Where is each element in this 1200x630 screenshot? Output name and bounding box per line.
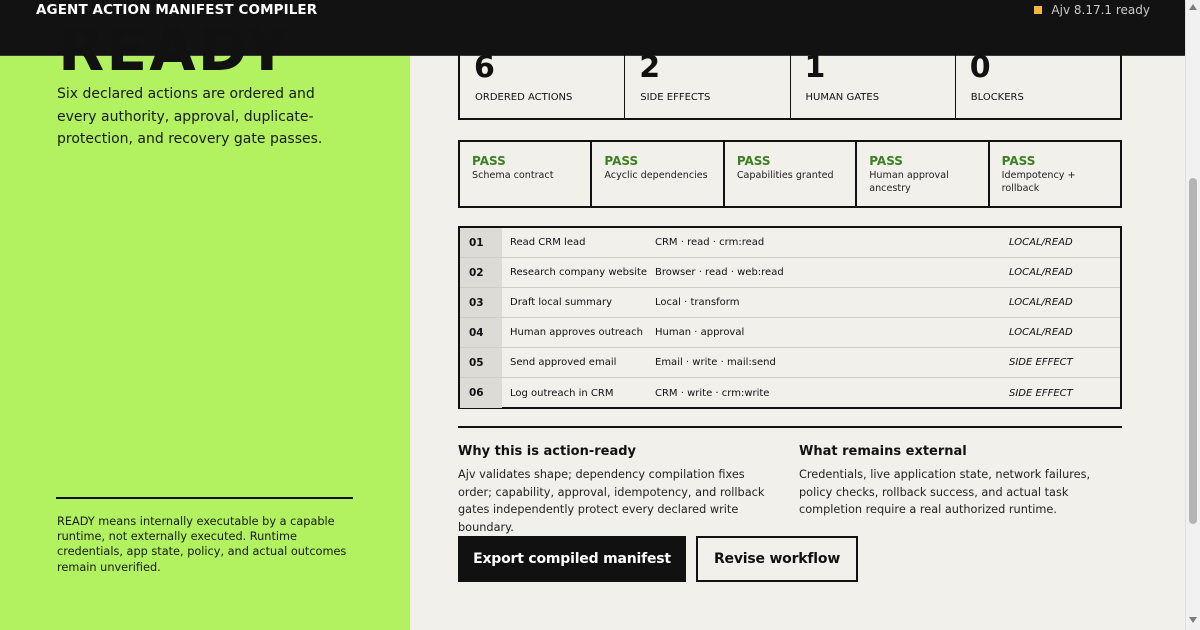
action-class: SIDE EFFECT [1009, 357, 1073, 368]
metric-value: 6 [474, 50, 495, 85]
metric-label: SIDE EFFECTS [640, 92, 711, 103]
action-name: Human approves outreach [510, 327, 643, 338]
check-status: PASS [604, 154, 639, 168]
check-capabilities-granted [725, 142, 857, 206]
scroll-down-arrow-icon[interactable] [1189, 617, 1197, 623]
action-capability: Email · write · mail:send [655, 357, 776, 368]
why-ready-title: Why this is action-ready [458, 444, 637, 459]
check-label: Human approval ancestry [869, 170, 949, 194]
action-number: 05 [460, 348, 502, 377]
action-number: 04 [460, 318, 502, 347]
check-status: PASS [1001, 154, 1036, 168]
check-status: PASS [472, 154, 506, 168]
metric-value: 2 [639, 50, 661, 85]
action-class: LOCAL/READ [1009, 237, 1073, 248]
gate-checks [458, 140, 1122, 208]
verdict-summary: Six declared actions are ordered and every authority, approval, duplicate-protection, and recovery gate passes. [57, 86, 323, 147]
action-name: Research company website [510, 267, 648, 278]
action-capability: CRM · read · crm:read [655, 237, 765, 248]
metric-label: BLOCKERS [970, 92, 1024, 103]
check-human-approval-ancestry [857, 142, 989, 206]
app-title: AGENT ACTION MANIFEST COMPILER [36, 2, 318, 18]
check-label: Acyclic dependencies [604, 170, 708, 181]
revise-workflow-button[interactable]: Revise workflow [696, 536, 858, 582]
action-name: Send approved email [510, 357, 617, 368]
verdict-heading: READY [58, 15, 291, 85]
action-table [458, 226, 1122, 409]
action-number: 01 [460, 228, 502, 257]
why-ready-body: Ajv validates shape; dependency compilation fixes order; capability, approval, idempotency, and rollback gates independently protect every declared write boundary. [458, 468, 765, 534]
export-manifest-button[interactable]: Export compiled manifest [458, 536, 686, 582]
metric-ordered-actions [460, 50, 625, 118]
scrollbar-thumb[interactable] [1189, 178, 1197, 524]
check-schema-contract [460, 142, 592, 206]
table-row[interactable] [460, 318, 1120, 348]
table-row[interactable] [460, 228, 1120, 258]
action-number: 02 [460, 258, 502, 287]
action-name: Draft local summary [510, 297, 613, 308]
vertical-scrollbar[interactable] [1185, 0, 1200, 630]
check-status: PASS [869, 154, 903, 168]
metric-value: 0 [969, 50, 991, 85]
check-label: Capabilities granted [736, 170, 834, 181]
check-label: Schema contract [472, 170, 554, 181]
metric-value: 1 [804, 50, 826, 85]
action-number: 03 [460, 288, 502, 317]
metric-human-gates [791, 50, 956, 118]
check-status: PASS [736, 154, 771, 168]
section-divider [458, 426, 1122, 428]
table-row[interactable] [460, 288, 1120, 318]
action-name: Read CRM lead [510, 237, 586, 248]
remains-external-body: Credentials, live application state, network failures, policy checks, rollback success, and actual task completion require a real authorized runtime. [799, 468, 1091, 517]
check-idempotency-rollback [990, 142, 1120, 206]
table-row[interactable] [460, 378, 1120, 408]
action-class: SIDE EFFECT [1009, 387, 1073, 399]
action-capability: Local · transform [655, 297, 740, 308]
status-text: Ajv 8.17.1 ready [1051, 3, 1150, 17]
action-number: 06 [460, 378, 502, 408]
validator-status [1034, 3, 1150, 17]
metric-label: ORDERED ACTIONS [475, 92, 573, 103]
action-name: Log outreach in CRM [510, 387, 614, 399]
action-class: LOCAL/READ [1009, 297, 1073, 308]
check-acyclic-dependencies [592, 142, 724, 206]
action-capability: Browser · read · web:read [655, 267, 784, 278]
check-label: Idempotency + rollback [1001, 170, 1076, 194]
metric-side-effects [625, 50, 790, 118]
action-class: LOCAL/READ [1009, 327, 1073, 338]
status-indicator-icon [1034, 6, 1042, 14]
readiness-disclaimer: READY means internally executable by a capable runtime, not externally executed. Runtime credentials, app state, policy, and actual outcomes remain unverified. [57, 515, 347, 574]
main-content [410, 50, 1170, 630]
action-class: LOCAL/READ [1009, 267, 1073, 278]
action-capability: CRM · write · crm:write [655, 387, 770, 399]
scroll-up-arrow-icon[interactable] [1189, 4, 1197, 10]
remains-external-title: What remains external [799, 444, 967, 459]
divider [56, 497, 353, 499]
metric-label: HUMAN GATES [805, 92, 880, 103]
table-row[interactable] [460, 348, 1120, 378]
metric-blockers [956, 50, 1120, 118]
verdict-panel [0, 15, 410, 630]
metrics-strip [458, 50, 1122, 120]
table-row[interactable] [460, 258, 1120, 288]
action-capability: Human · approval [655, 327, 745, 338]
